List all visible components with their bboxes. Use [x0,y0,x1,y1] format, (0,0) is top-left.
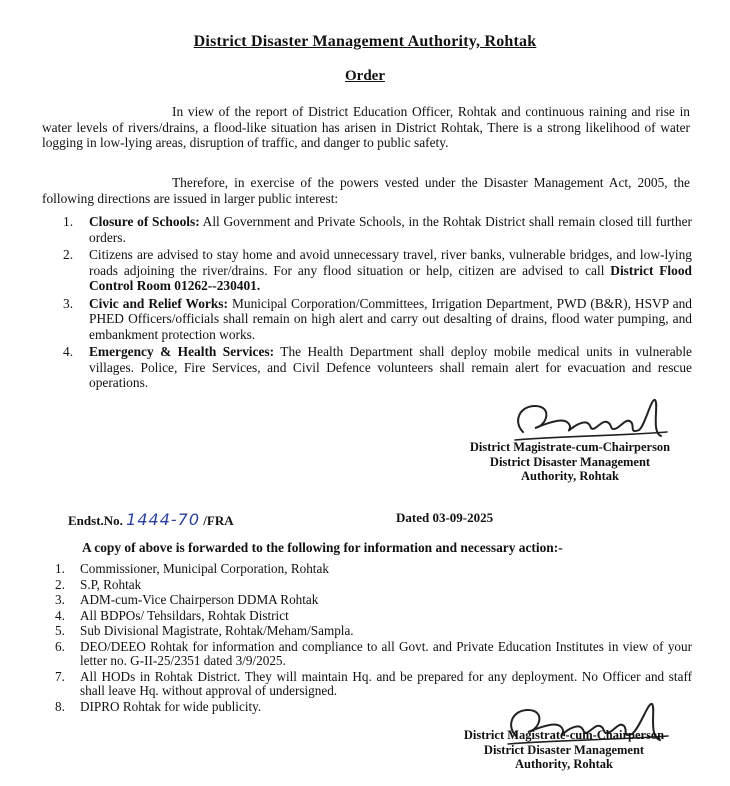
recipient-number: 2. [55,576,65,592]
directions-list [40,214,692,393]
recipient-number: 4. [55,607,65,623]
document-title: District Disaster Management Authority, Rohtak [193,33,537,50]
order-heading: Order [345,68,385,84]
recipient-text: All BDPOs/ Tehsildars, Rohtak District [80,607,289,623]
direction-number: 2. [63,247,74,262]
recipient-text: DEO/DEEO Rohtak for information and compliance to all Govt. and Private Education Institutes in view of your letter no. G-II-25/2351 dated 3/9/2025. [80,638,692,668]
recipient-number: 1. [55,561,65,576]
recipient-item [50,670,692,699]
recipient-item [50,609,692,624]
recipient-text: DIPRO Rohtak for wide publicity. [80,698,262,714]
recipient-number: 6. [55,638,65,654]
endorsement-label: Endst.No. [68,513,123,528]
recipient-item [50,640,692,669]
direction-text: All Government and Private Schools, in the Rohtak District shall remain closed till further orders. [89,214,692,245]
copy-recipients-list [50,562,692,715]
signature-block [440,440,700,484]
recipient-item [50,562,692,577]
recipient-number: 7. [55,668,65,684]
direction-item [40,296,692,343]
recipient-number: 3. [55,592,65,607]
direction-heading: Closure of Schools: [89,214,200,229]
direction-heading: Emergency & Health Services: [89,344,275,359]
endorsement-date: Dated 03-09-2025 [396,510,494,525]
recipient-number: 5. [55,623,65,638]
flood-control-number: District Flood Control Room 01262--230401. [89,262,692,293]
intro-paragraph: In view of the report of District Education Officer, Rohtak and continuous raining and rise in water levels of rivers/drains, a flood-like situation has arisen in District Rohtak, There is a strong likelihood of water logging in low-lying areas, disruption of traffic, and danger to public safety. [42,104,690,150]
signatory-authority: District Disaster Management [489,454,651,469]
signatory-authority: District Disaster Management [483,742,645,757]
direction-number: 4. [63,344,74,359]
recipient-item [50,593,692,608]
recipient-text: Sub Divisional Magistrate, Rohtak/Meham/Sampla. [80,623,354,638]
direction-number: 1. [63,214,74,229]
signature-block-bottom [436,728,692,772]
recipient-number: 8. [55,698,65,714]
handwritten-number: 1444-70 [126,510,201,529]
recipient-item [50,578,692,593]
signatory-location: Authority, Rohtak [521,469,619,483]
powers-paragraph: Therefore, in exercise of the powers vested under the Disaster Management Act, 2005, the following directions are issued in larger public interest: [42,175,690,206]
copy-forward-heading: A copy of above is forwarded to the following for information and necessary action:- [82,540,563,555]
direction-text: The Health Department shall deploy mobile medical units in vulnerable villages. Police, Fire Services, and Civil Defence volunteers shall remain alert for evacuation and rescue operations. [89,344,692,390]
signatory-location: Authority, Rohtak [515,757,613,771]
recipient-text: ADM-cum-Vice Chairperson DDMA Rohtak [80,592,319,607]
direction-item [40,214,692,245]
recipient-text: Commissioner, Municipal Corporation, Rohtak [80,561,329,576]
signatory-designation: District Magistrate-cum-Chairperson [463,728,665,742]
signatory-designation: District Magistrate-cum-Chairperson [469,440,671,454]
direction-heading: Civic and Relief Works: [89,295,228,311]
direction-text: Citizens are advised to stay home and avoid unnecessary travel, river banks, vulnerable bridges, and low-lying roads adjoining the river/drains. For any flood situation or help, citizen are advised to call [89,247,692,278]
recipient-text: All HODs in Rohtak District. They will maintain Hq. and be prepared for any deployment. No Officer and staff shall leave Hq. without approval of undersigned. [80,668,692,698]
direction-item [40,344,692,391]
direction-text: Municipal Corporation/Committees, Irrigation Department, PWD (B&R), HSVP and PHED Officers/officials shall remain on high alert and carry out desalting of drains, flood water pumping, and embankment protection works. [89,295,692,342]
endorsement-number [68,510,234,529]
recipient-text: S.P, Rohtak [80,576,142,592]
endorsement-suffix: /FRA [203,513,234,528]
recipient-item [50,624,692,639]
direction-item [40,247,692,294]
direction-number: 3. [63,295,74,311]
